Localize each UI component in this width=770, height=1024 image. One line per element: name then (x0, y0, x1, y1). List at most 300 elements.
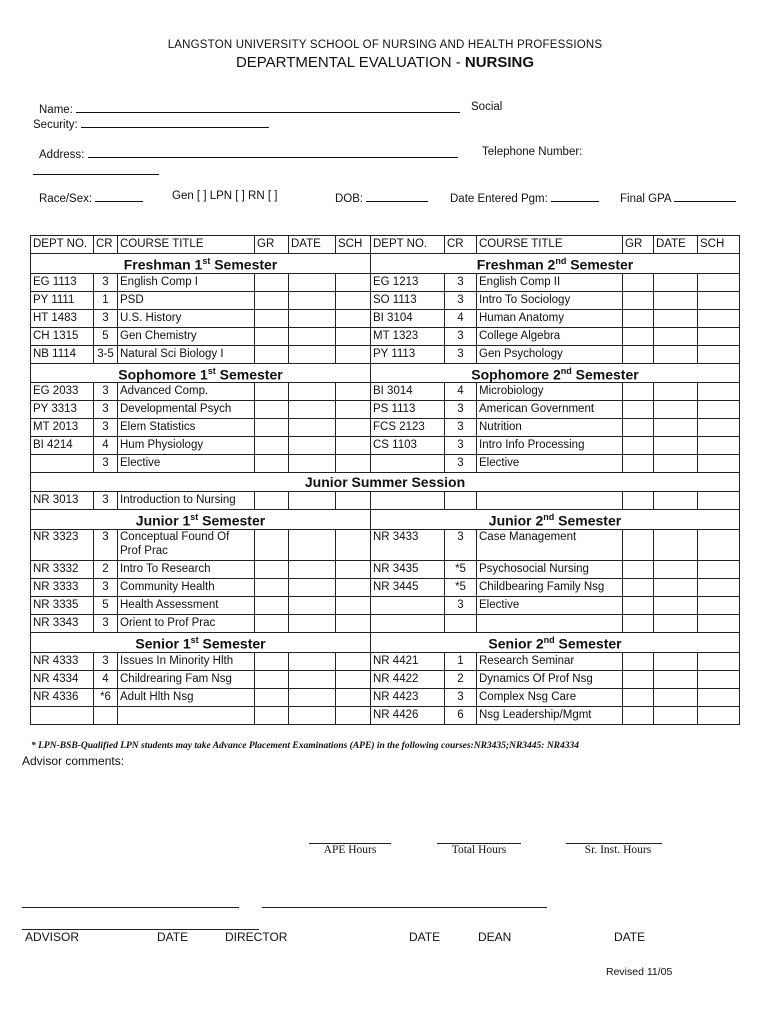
form-title-bold: NURSING (464, 54, 535, 71)
sch-cell[interactable] (698, 578, 740, 596)
credit-cell: 2 (445, 670, 477, 688)
course-title-cell: Adult Hlth Nsg (118, 688, 255, 706)
credit-cell (445, 492, 477, 510)
dept-no-cell: EG 1213 (371, 273, 445, 291)
grade-cell[interactable] (255, 614, 289, 632)
dept-no-cell: NB 1114 (31, 345, 94, 363)
grade-cell[interactable] (255, 383, 289, 401)
race-sex-line[interactable] (95, 190, 143, 202)
grade-cell[interactable] (623, 291, 654, 309)
dept-no-cell: NR 3435 (371, 560, 445, 578)
credit-cell: 3 (445, 596, 477, 614)
sch-cell[interactable] (336, 309, 371, 327)
ape-hours-label: APE Hours (323, 844, 377, 856)
director-date-label: DATE (409, 930, 441, 944)
date-entered-line[interactable] (551, 190, 599, 202)
semester-ordinal: st (190, 634, 199, 645)
sch-cell[interactable] (698, 383, 740, 401)
date-cell[interactable] (654, 273, 698, 291)
dept-no-cell: EG 2033 (31, 383, 94, 401)
final-gpa-label: Final GPA (620, 193, 671, 205)
sch-cell[interactable] (336, 560, 371, 578)
column-header: CR (445, 236, 477, 254)
date-cell[interactable] (654, 652, 698, 670)
course-title-cell: Case Management (477, 529, 623, 560)
grade-cell[interactable] (623, 383, 654, 401)
date-cell[interactable] (654, 688, 698, 706)
sch-cell[interactable] (698, 419, 740, 437)
date-cell[interactable] (654, 596, 698, 614)
sch-cell[interactable] (698, 309, 740, 327)
credit-cell: 3 (445, 437, 477, 455)
date-cell[interactable] (289, 401, 336, 419)
sch-cell[interactable] (336, 529, 371, 560)
course-title-cell: Intro To Research (118, 560, 255, 578)
sch-cell[interactable] (698, 614, 740, 632)
grade-cell[interactable] (255, 578, 289, 596)
semester-header-row (31, 363, 740, 383)
sch-cell[interactable] (698, 596, 740, 614)
course-row (31, 578, 740, 596)
telephone-label: Telephone Number: (482, 146, 583, 158)
sch-cell[interactable] (698, 670, 740, 688)
credit-cell: 3 (445, 327, 477, 345)
semester-title (31, 473, 740, 492)
sch-cell[interactable] (336, 614, 371, 632)
semester-title-suffix: Semester (215, 366, 283, 383)
column-header: DATE (289, 236, 336, 254)
dean-label: DEAN (478, 930, 512, 944)
credit-cell: 3 (94, 309, 118, 327)
semester-title-suffix: Semester (198, 512, 266, 529)
credit-cell: 3-5 (94, 345, 118, 363)
advisor-date-label: DATE (157, 930, 189, 944)
semester-title (31, 510, 371, 530)
name-field[interactable] (39, 101, 460, 116)
grade-cell[interactable] (623, 492, 654, 510)
grade-cell[interactable] (623, 529, 654, 560)
semester-title-text: Freshman 1 (123, 256, 203, 273)
course-row (31, 688, 740, 706)
semester-title-text: Senior 2 (488, 635, 544, 652)
director-signature-line[interactable] (262, 907, 547, 908)
semester-title-suffix: Semester (571, 366, 639, 383)
date-cell[interactable] (654, 419, 698, 437)
credit-cell: 3 (94, 419, 118, 437)
dept-no-cell (371, 614, 445, 632)
date-cell[interactable] (289, 529, 336, 560)
semester-title-text: Sophomore 2 (471, 366, 561, 383)
date-cell[interactable] (654, 670, 698, 688)
column-header: GR (623, 236, 654, 254)
dept-no-cell: CS 1103 (371, 437, 445, 455)
credit-cell: 3 (94, 492, 118, 510)
grade-cell[interactable] (255, 437, 289, 455)
grade-cell[interactable] (255, 652, 289, 670)
date-cell[interactable] (654, 309, 698, 327)
date-cell[interactable] (289, 670, 336, 688)
grade-cell[interactable] (255, 455, 289, 473)
grade-cell[interactable] (255, 706, 289, 724)
address-label: Address: (39, 149, 85, 161)
credit-cell: 3 (445, 401, 477, 419)
credit-cell: 1 (445, 652, 477, 670)
course-title-cell: Issues In Minority Hlth (118, 652, 255, 670)
credit-cell: 3 (94, 578, 118, 596)
course-title-cell: Health Assessment (118, 596, 255, 614)
date-cell[interactable] (289, 345, 336, 363)
semester-header-row (31, 510, 740, 530)
sch-cell[interactable] (698, 401, 740, 419)
sch-cell[interactable] (336, 273, 371, 291)
course-title-cell: Intro To Sociology (477, 291, 623, 309)
date-cell[interactable] (289, 291, 336, 309)
date-entered-field[interactable] (450, 190, 599, 205)
dept-no-cell: PY 1113 (371, 345, 445, 363)
sch-cell[interactable] (336, 419, 371, 437)
sch-cell[interactable] (698, 652, 740, 670)
course-row (31, 401, 740, 419)
dept-no-cell: HT 1483 (31, 309, 94, 327)
grade-cell[interactable] (255, 401, 289, 419)
sch-cell[interactable] (336, 688, 371, 706)
dept-no-cell: BI 3014 (371, 383, 445, 401)
director-label: DIRECTOR (225, 930, 288, 944)
grade-cell[interactable] (255, 560, 289, 578)
telephone-line[interactable] (33, 174, 159, 175)
date-cell[interactable] (654, 492, 698, 510)
semester-ordinal: st (190, 512, 199, 523)
semester-ordinal: nd (555, 256, 567, 266)
name-line[interactable] (76, 101, 460, 113)
grade-cell[interactable] (255, 492, 289, 510)
grade-cell[interactable] (623, 596, 654, 614)
course-title-cell: Childrearing Fam Nsg (118, 670, 255, 688)
semester-title-suffix: Semester (198, 635, 266, 652)
date-cell[interactable] (289, 273, 336, 291)
security-line[interactable] (81, 116, 269, 128)
course-title-cell (477, 492, 623, 510)
sch-cell[interactable] (698, 345, 740, 363)
date-cell[interactable] (289, 688, 336, 706)
sch-cell[interactable] (336, 706, 371, 724)
course-title-cell: Gen Psychology (477, 345, 623, 363)
date-cell[interactable] (654, 327, 698, 345)
semester-title-suffix: Semester (566, 256, 634, 273)
date-cell[interactable] (289, 560, 336, 578)
dept-no-cell (31, 706, 94, 724)
course-title-cell: Research Seminar (477, 652, 623, 670)
course-title-cell: U.S. History (118, 309, 255, 327)
course-title-cell: Elective (118, 455, 255, 473)
sch-cell[interactable] (336, 492, 371, 510)
form-title (0, 54, 770, 71)
column-header: COURSE TITLE (477, 236, 623, 254)
advisor-signature-line[interactable] (22, 907, 239, 908)
credit-cell: 3 (94, 455, 118, 473)
grade-cell[interactable] (623, 345, 654, 363)
credit-cell (94, 706, 118, 724)
credit-cell: 3 (94, 529, 118, 560)
semester-title (371, 632, 740, 652)
column-header: DEPT NO. (31, 236, 94, 254)
address-field[interactable] (39, 146, 458, 161)
course-row (31, 455, 740, 473)
sch-cell[interactable] (336, 455, 371, 473)
dept-no-cell: MT 1323 (371, 327, 445, 345)
course-title-cell: Community Health (118, 578, 255, 596)
sch-cell[interactable] (336, 383, 371, 401)
dept-no-cell: EG 1113 (31, 273, 94, 291)
course-title-cell (118, 706, 255, 724)
dept-no-cell: PY 3313 (31, 401, 94, 419)
column-header: DEPT NO. (371, 236, 445, 254)
dept-no-cell: NR 4334 (31, 670, 94, 688)
credit-cell: *5 (445, 578, 477, 596)
semester-title (371, 363, 740, 383)
course-row (31, 419, 740, 437)
column-header: CR (94, 236, 118, 254)
final-gpa-field[interactable] (620, 190, 736, 205)
course-title-cell: English Comp I (118, 273, 255, 291)
course-title-cell: Nutrition (477, 419, 623, 437)
semester-title-text: Sophomore 1 (118, 366, 208, 383)
dept-no-cell: NR 3433 (371, 529, 445, 560)
date-cell[interactable] (289, 419, 336, 437)
course-row (31, 652, 740, 670)
date-cell[interactable] (289, 327, 336, 345)
course-title-cell: Advanced Comp. (118, 383, 255, 401)
credit-cell: 1 (94, 291, 118, 309)
sch-cell[interactable] (698, 529, 740, 560)
dept-no-cell: NR 4336 (31, 688, 94, 706)
address-line[interactable] (88, 146, 458, 158)
security-field[interactable] (33, 116, 269, 131)
column-header: SCH (698, 236, 740, 254)
semester-title-text: Junior 2 (488, 512, 544, 529)
dob-field[interactable] (335, 190, 428, 205)
date-cell[interactable] (654, 578, 698, 596)
semester-header-row (31, 254, 740, 274)
credit-cell: 4 (445, 309, 477, 327)
credit-cell: 3 (445, 419, 477, 437)
grade-cell[interactable] (623, 688, 654, 706)
grade-cell[interactable] (255, 291, 289, 309)
course-row (31, 345, 740, 363)
sch-cell[interactable] (336, 345, 371, 363)
credit-cell: 3 (445, 529, 477, 560)
date-cell[interactable] (654, 614, 698, 632)
sch-cell[interactable] (698, 327, 740, 345)
license-type-checkboxes[interactable]: Gen [ ] LPN [ ] RN [ ] (172, 190, 278, 202)
sch-cell[interactable] (336, 670, 371, 688)
date-cell[interactable] (289, 652, 336, 670)
sch-cell[interactable] (698, 273, 740, 291)
course-title-cell: Complex Nsg Care (477, 688, 623, 706)
sch-cell[interactable] (698, 291, 740, 309)
date-cell[interactable] (289, 614, 336, 632)
semester-title-text: Senior 1 (135, 635, 191, 652)
date-cell[interactable] (654, 383, 698, 401)
date-cell[interactable] (654, 437, 698, 455)
grade-cell[interactable] (623, 419, 654, 437)
race-sex-field[interactable] (39, 190, 143, 205)
course-title-cell: American Government (477, 401, 623, 419)
course-title-cell: Intro Info Processing (477, 437, 623, 455)
dept-no-cell: NR 4426 (371, 706, 445, 724)
grade-cell[interactable] (255, 327, 289, 345)
date-cell[interactable] (289, 309, 336, 327)
semester-ordinal: nd (543, 512, 555, 523)
grade-cell[interactable] (623, 437, 654, 455)
dept-no-cell: BI 3104 (371, 309, 445, 327)
grade-cell[interactable] (255, 273, 289, 291)
dept-no-cell: NR 3445 (371, 578, 445, 596)
date-cell[interactable] (289, 492, 336, 510)
sch-cell[interactable] (698, 492, 740, 510)
sch-cell[interactable] (698, 706, 740, 724)
course-title-cell: Hum Physiology (118, 437, 255, 455)
credit-cell: 2 (94, 560, 118, 578)
date-cell[interactable] (289, 706, 336, 724)
dept-no-cell: MT 2013 (31, 419, 94, 437)
semester-title (31, 632, 371, 652)
sch-cell[interactable] (336, 437, 371, 455)
dob-line[interactable] (366, 190, 428, 202)
course-row (31, 291, 740, 309)
date-cell[interactable] (654, 401, 698, 419)
grade-cell[interactable] (623, 327, 654, 345)
credit-cell: 3 (94, 614, 118, 632)
grade-cell[interactable] (623, 560, 654, 578)
course-title-cell: Elective (477, 596, 623, 614)
date-cell[interactable] (654, 529, 698, 560)
grade-cell[interactable] (623, 652, 654, 670)
sch-cell[interactable] (336, 291, 371, 309)
semester-ordinal: nd (543, 634, 555, 645)
race-sex-label: Race/Sex: (39, 193, 93, 205)
course-title-cell: Conceptual Found Of Prof Prac (118, 529, 255, 560)
date-cell[interactable] (289, 578, 336, 596)
grade-cell[interactable] (623, 455, 654, 473)
grade-cell[interactable] (255, 309, 289, 327)
semester-title (31, 363, 371, 383)
grade-cell[interactable] (623, 401, 654, 419)
course-row (31, 706, 740, 724)
course-title-cell: College Algebra (477, 327, 623, 345)
sch-cell[interactable] (336, 596, 371, 614)
credit-cell: 3 (445, 688, 477, 706)
sch-cell[interactable] (698, 560, 740, 578)
dept-no-cell: CH 1315 (31, 327, 94, 345)
column-header: DATE (654, 236, 698, 254)
course-row (31, 596, 740, 614)
credit-cell: 3 (94, 383, 118, 401)
grade-cell[interactable] (623, 706, 654, 724)
course-title-cell: PSD (118, 291, 255, 309)
course-title-cell: Human Anatomy (477, 309, 623, 327)
sch-cell[interactable] (698, 437, 740, 455)
credit-cell: 6 (445, 706, 477, 724)
date-cell[interactable] (654, 455, 698, 473)
security-label: Security: (33, 119, 78, 131)
date-cell[interactable] (289, 455, 336, 473)
date-cell[interactable] (654, 291, 698, 309)
grade-cell[interactable] (623, 309, 654, 327)
course-title-cell: Nsg Leadership/Mgmt (477, 706, 623, 724)
semester-header-row (31, 473, 740, 492)
course-row (31, 492, 740, 510)
course-row (31, 614, 740, 632)
sch-cell[interactable] (336, 401, 371, 419)
grade-cell[interactable] (255, 529, 289, 560)
grade-cell[interactable] (623, 273, 654, 291)
course-row (31, 383, 740, 401)
date-cell[interactable] (289, 383, 336, 401)
grade-cell[interactable] (623, 578, 654, 596)
course-table (30, 235, 740, 725)
dept-no-cell: NR 4421 (371, 652, 445, 670)
dept-no-cell (371, 596, 445, 614)
date-entered-label: Date Entered Pgm: (450, 193, 548, 205)
course-row (31, 273, 740, 291)
credit-cell: 3 (445, 455, 477, 473)
semester-ordinal: st (207, 365, 216, 376)
date-cell[interactable] (654, 706, 698, 724)
dept-no-cell: NR 3333 (31, 578, 94, 596)
grade-cell[interactable] (255, 419, 289, 437)
course-title-cell: Introduction to Nursing (118, 492, 255, 510)
grade-cell[interactable] (623, 670, 654, 688)
credit-cell: 4 (94, 437, 118, 455)
sch-cell[interactable] (336, 652, 371, 670)
date-cell[interactable] (289, 596, 336, 614)
dept-no-cell: NR 3332 (31, 560, 94, 578)
credit-cell: 3 (445, 291, 477, 309)
date-cell[interactable] (654, 345, 698, 363)
grade-cell[interactable] (255, 670, 289, 688)
dept-no-cell: SO 1113 (371, 291, 445, 309)
table-header-row (31, 236, 740, 254)
credit-cell: 3 (94, 401, 118, 419)
dept-no-cell: NR 3343 (31, 614, 94, 632)
course-title-cell: Elem Statistics (118, 419, 255, 437)
course-title-cell (477, 614, 623, 632)
grade-cell[interactable] (255, 596, 289, 614)
credit-cell (445, 614, 477, 632)
dean-date-label: DATE (614, 930, 646, 944)
semester-header-row (31, 632, 740, 652)
column-header: COURSE TITLE (118, 236, 255, 254)
column-header: GR (255, 236, 289, 254)
sch-cell[interactable] (698, 688, 740, 706)
dept-no-cell (371, 455, 445, 473)
advisor-label: ADVISOR (25, 930, 80, 944)
sch-cell[interactable] (698, 455, 740, 473)
date-cell[interactable] (289, 437, 336, 455)
credit-cell: *5 (445, 560, 477, 578)
semester-title-suffix: Semester (554, 512, 622, 529)
sch-cell[interactable] (336, 578, 371, 596)
sch-cell[interactable] (336, 327, 371, 345)
final-gpa-line[interactable] (674, 190, 736, 202)
date-cell[interactable] (654, 560, 698, 578)
grade-cell[interactable] (623, 614, 654, 632)
course-title-cell: Microbiology (477, 383, 623, 401)
grade-cell[interactable] (255, 345, 289, 363)
course-row (31, 437, 740, 455)
grade-cell[interactable] (255, 688, 289, 706)
